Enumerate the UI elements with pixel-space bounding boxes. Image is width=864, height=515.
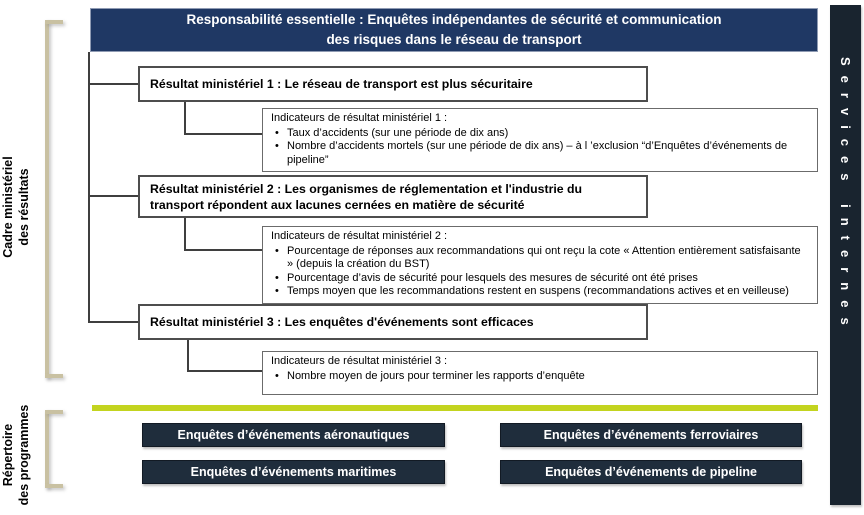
programs-bracket-top-arm (45, 410, 63, 414)
indicator-item: • Nombre d’accidents mortels (sur une période de dix ans) – à l ’exclusion “d’Enquêtes d’événements de pipeline” (271, 140, 809, 167)
indicators-1-title: Indicateurs de résultat ministériel 1 : (271, 112, 448, 124)
framework-bracket-top-arm (45, 20, 63, 24)
banner-title-line1: Responsabilité essentielle : Enquêtes indépendantes de sécurité et communication (186, 12, 722, 27)
connector-elbow-1 (184, 102, 262, 135)
programs-bracket (45, 410, 49, 488)
indicators-2-box (262, 226, 818, 304)
program-box-marine (142, 460, 445, 484)
program-label: Enquêtes d’événements ferroviaires (543, 428, 759, 442)
connector-branch-1 (88, 83, 138, 85)
indicators-2-title: Indicateurs de résultat ministériel 2 : (271, 230, 448, 242)
programs-axis-label-line2: des programmes (17, 404, 31, 506)
indicator-item: • Temps moyen que les recommandations restent en suspens (recommandations actives et en veilleuse) (271, 285, 809, 299)
program-box-pipeline (500, 460, 802, 484)
internal-services-label: Services internes (838, 57, 853, 335)
connector-branch-2 (88, 195, 138, 197)
indicators-3-list (271, 370, 809, 384)
indicators-3-box (262, 351, 818, 395)
indicator-item: • Pourcentage d’avis de sécurité pour lesquels des mesures de sécurité ont été prises (271, 272, 809, 286)
ministerial-result-2-title: Résultat ministériel 2 : Les organismes de réglementation et l'industrie du transport répondent aux lacunes cernées en matière de sécurité (150, 181, 583, 212)
connector-elbow-2 (184, 218, 262, 251)
ministerial-result-1-title: Résultat ministériel 1 : Le réseau de transport est plus sécuritaire (150, 77, 533, 91)
ministerial-result-3-box (138, 304, 648, 340)
framework-axis-label-line1: Cadre ministériel (1, 156, 15, 258)
internal-services-bar (830, 5, 861, 505)
program-box-rail (500, 423, 802, 447)
program-label: Enquêtes d’événements maritimes (190, 465, 397, 479)
framework-axis-label-line2: des résultats (17, 168, 31, 246)
ministerial-result-2-box (138, 175, 648, 218)
indicators-1-box (262, 108, 818, 172)
indicators-3-title: Indicateurs de résultat ministériel 3 : (271, 355, 448, 367)
programs-axis-label-line1: Répertoire (1, 423, 15, 487)
programs-axis-label (0, 390, 44, 515)
program-label: Enquêtes d’événements de pipeline (545, 465, 757, 479)
ministerial-result-1-box (138, 66, 648, 102)
indicators-2-list (271, 245, 809, 299)
programs-bracket-bottom-arm (45, 484, 63, 488)
connector-elbow-3 (187, 340, 262, 372)
ministerial-result-3-title: Résultat ministériel 3 : Les enquêtes d'événements sont efficaces (150, 315, 534, 329)
framework-bracket (45, 20, 49, 378)
banner-title-line2: des risques dans le réseau de transport (326, 32, 582, 47)
framework-bracket-bottom-arm (45, 374, 63, 378)
connector-main-vertical (88, 52, 90, 323)
program-box-aeronautical (142, 423, 445, 447)
indicator-item: • Pourcentage de réponses aux recommandations qui ont reçu la cote « Attention entièrement satisfaisante » (depuis la création du BST) (271, 245, 809, 272)
indicator-item: • Nombre moyen de jours pour terminer les rapports d’enquête (271, 370, 809, 384)
connector-branch-3 (88, 321, 138, 323)
indicator-item: • Taux d’accidents (sur une période de dix ans) (271, 127, 809, 141)
framework-axis-label (0, 117, 44, 297)
program-label: Enquêtes d’événements aéronautiques (177, 428, 410, 442)
divider-accent-line (92, 405, 818, 411)
core-responsibility-banner (90, 8, 818, 52)
indicators-1-list (271, 127, 809, 168)
